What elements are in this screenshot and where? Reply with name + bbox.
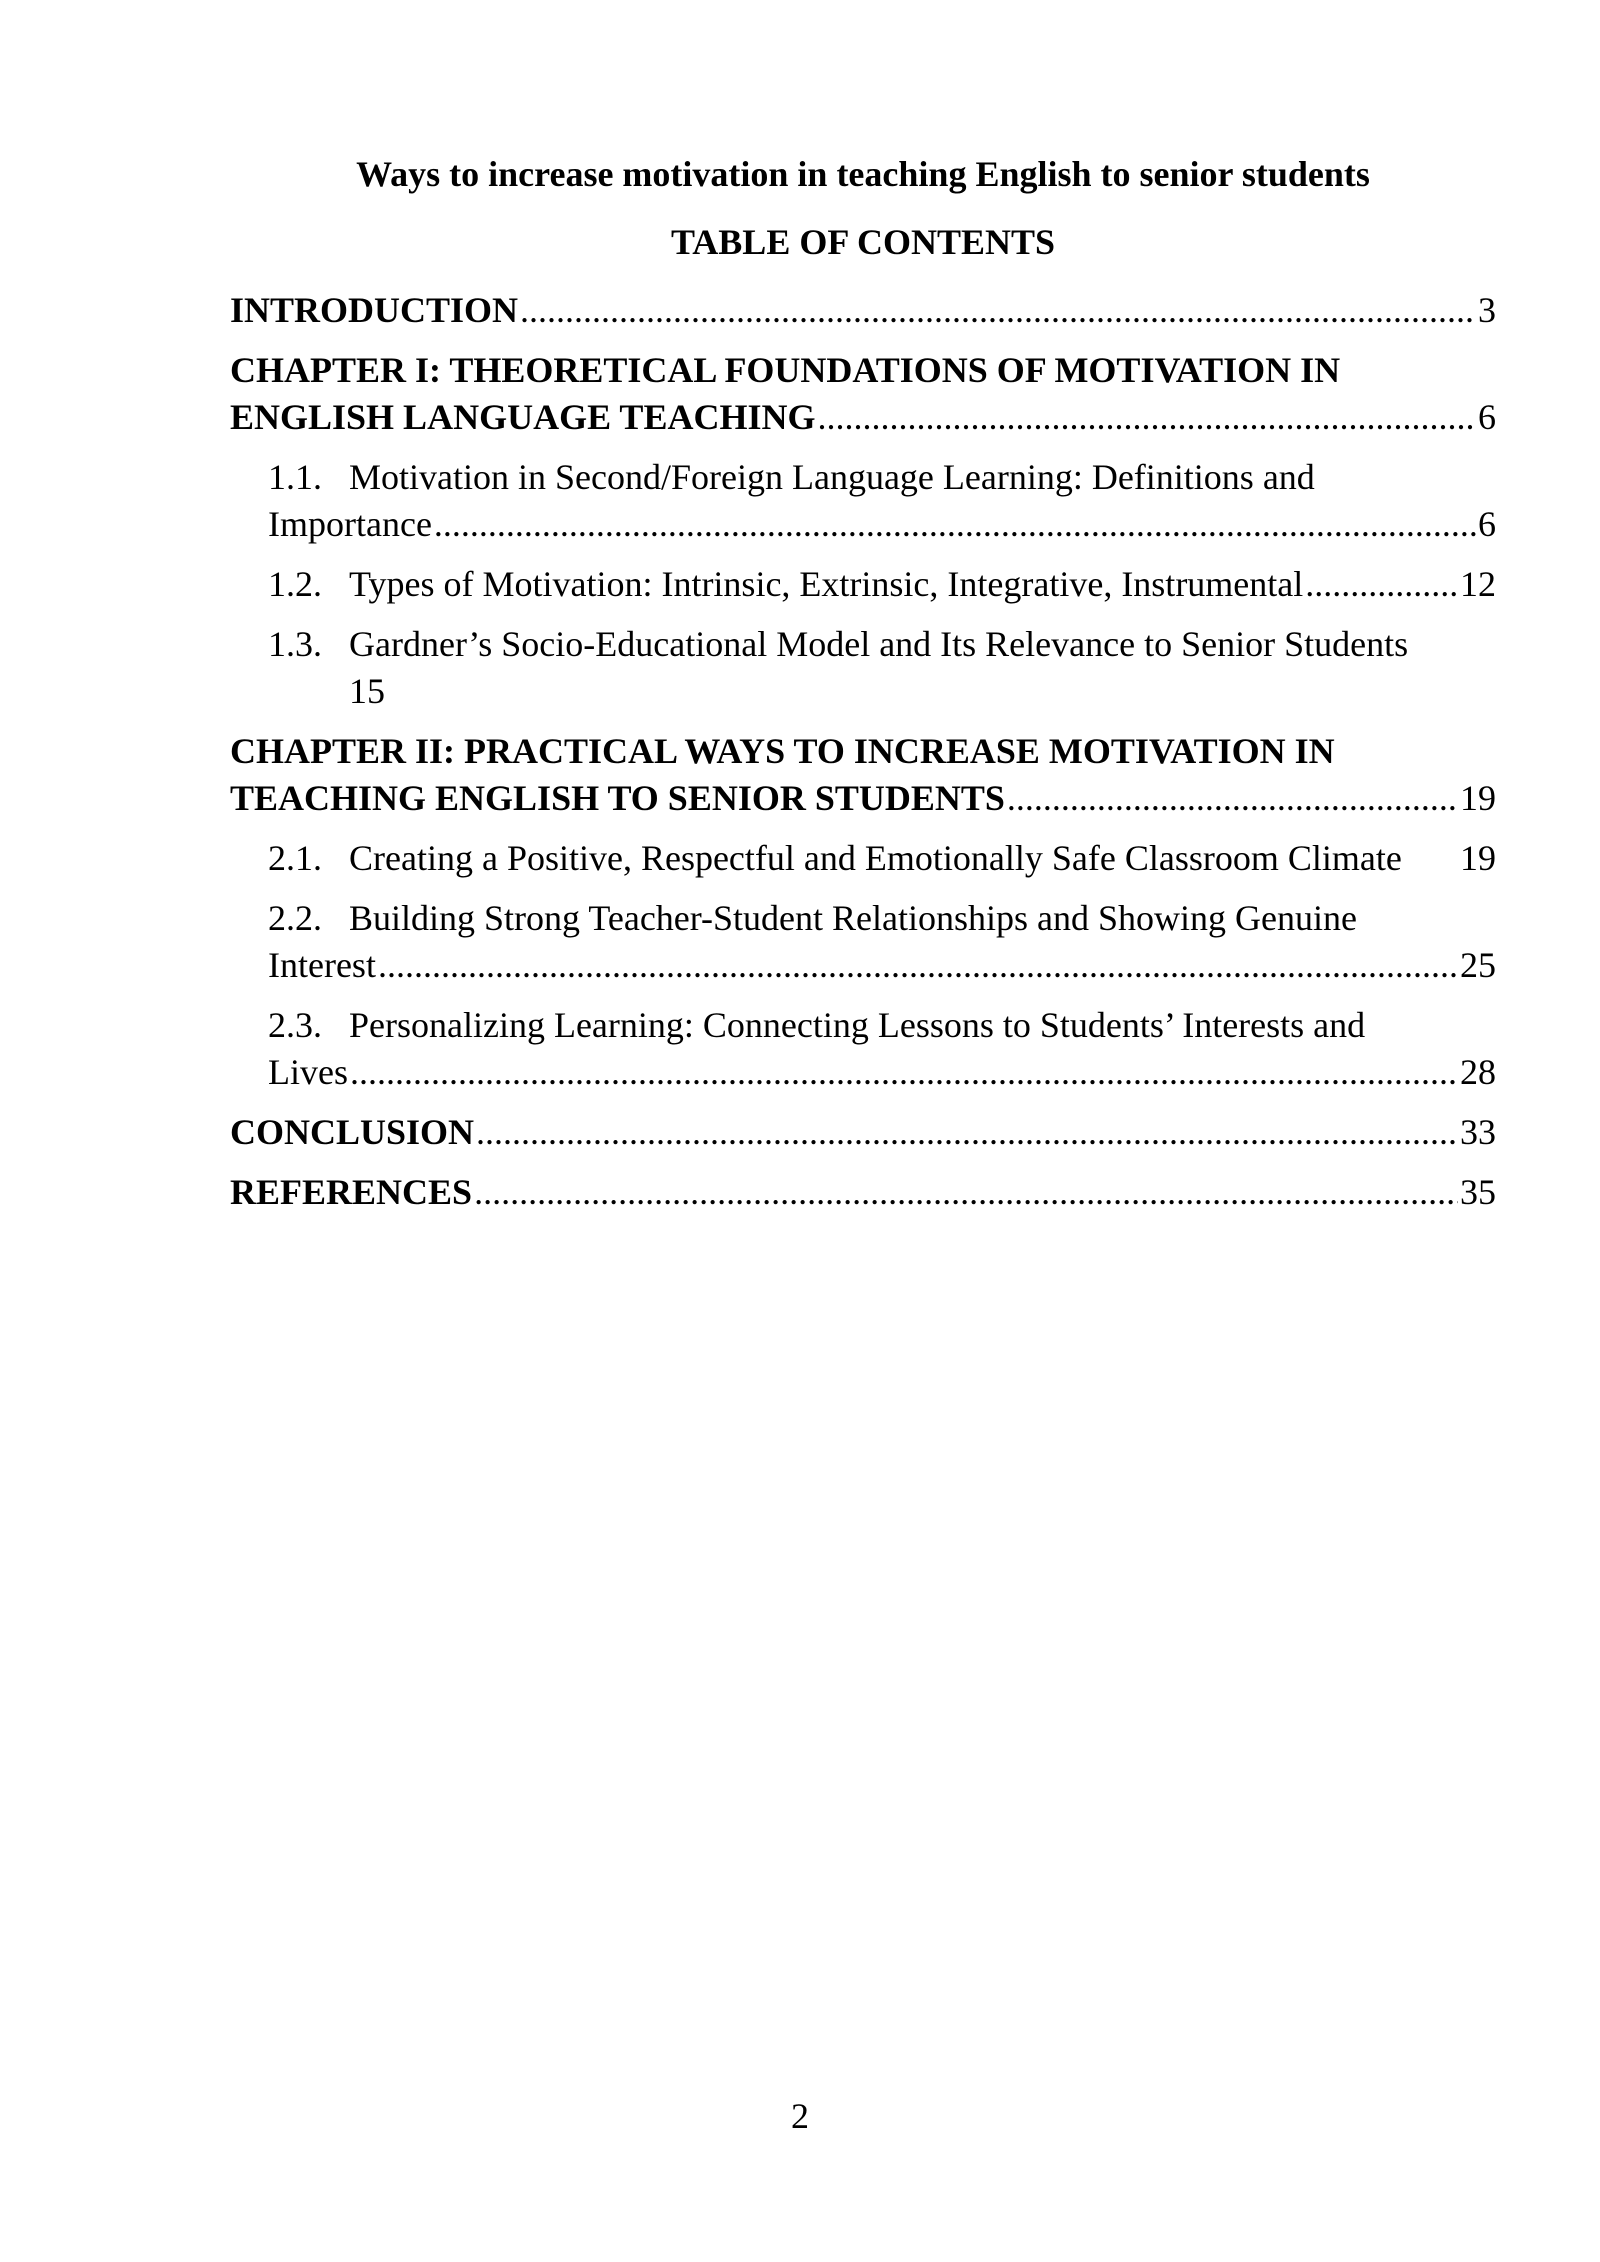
dot-leader — [350, 1049, 1458, 1096]
dot-leader — [476, 1109, 1458, 1156]
toc-entry-label-line-2: ENGLISH LANGUAGE TEACHING — [230, 397, 816, 437]
section-number: 2.3. — [268, 1005, 322, 1045]
toc-page-number: 25 — [1460, 945, 1496, 985]
toc-entry-label: INTRODUCTION — [230, 290, 519, 330]
toc-page-number: 15 — [349, 671, 385, 711]
section-number: 2.1. — [268, 838, 322, 878]
toc-entry-label-line-2: TEACHING ENGLISH TO SENIOR STUDENTS — [230, 778, 1005, 818]
toc-page-number: 12 — [1460, 564, 1496, 604]
section-number: 1.1. — [268, 457, 322, 497]
dot-leader — [1305, 561, 1458, 608]
toc-entry-section-2-2[interactable] — [230, 895, 1496, 989]
dot-leader — [817, 394, 1476, 441]
toc-entry-label: REFERENCES — [230, 1172, 473, 1212]
toc-entry-conclusion[interactable] — [230, 1109, 1496, 1156]
toc-entry-section-1-2[interactable] — [230, 561, 1496, 608]
section-title-line-1: Creating a Positive, Respectful and Emotionally Safe Classroom Climate — [349, 838, 1402, 878]
toc-page-number: 28 — [1460, 1052, 1496, 1092]
toc-page-number: 3 — [1478, 290, 1496, 330]
document-title: Ways to increase motivation in teaching English to senior students — [356, 154, 1370, 194]
section-title-line-2: Importance — [268, 504, 432, 544]
toc-entry-references[interactable] — [230, 1169, 1496, 1216]
toc-entry-section-1-1[interactable] — [230, 454, 1496, 548]
dot-leader — [474, 1169, 1458, 1216]
toc-entry-label: CONCLUSION — [230, 1112, 475, 1152]
toc-page-number: 33 — [1460, 1112, 1496, 1152]
section-title-line-2: Lives — [268, 1052, 348, 1092]
section-number: 1.3. — [268, 624, 322, 664]
dot-leader — [434, 501, 1476, 548]
dot-leader — [378, 942, 1458, 989]
section-title-line-1: Gardner’s Socio-Educational Model and Its Relevance to Senior Students — [349, 624, 1409, 664]
toc-page-number: 19 — [1460, 838, 1496, 878]
toc-heading: TABLE OF CONTENTS — [670, 222, 1056, 262]
section-title-line-1: Motivation in Second/Foreign Language Learning: Definitions and — [349, 457, 1315, 497]
table-of-contents — [230, 287, 1496, 1229]
toc-entry-chapter-1[interactable] — [230, 347, 1496, 441]
section-title-line-1: Building Strong Teacher-Student Relationships and Showing Genuine — [349, 898, 1357, 938]
toc-entry-label-line-1: CHAPTER II: PRACTICAL WAYS TO INCREASE MOTIVATION IN — [230, 731, 1335, 771]
section-number: 2.2. — [268, 898, 322, 938]
section-title-line-1: Personalizing Learning: Connecting Lessons to Students’ Interests and — [349, 1005, 1366, 1045]
section-title-line-2: Interest — [268, 945, 376, 985]
toc-entry-label-line-1: CHAPTER I: THEORETICAL FOUNDATIONS OF MOTIVATION IN — [230, 350, 1341, 390]
toc-page-number: 6 — [1478, 504, 1496, 544]
toc-entry-section-1-3[interactable] — [230, 621, 1496, 715]
section-title-line-1: Types of Motivation: Intrinsic, Extrinsic, Integrative, Instrumental — [349, 564, 1304, 604]
toc-entry-introduction[interactable] — [230, 287, 1496, 334]
page-number: 2 — [791, 2096, 809, 2136]
dot-leader — [520, 287, 1476, 334]
toc-entry-section-2-3[interactable] — [230, 1002, 1496, 1096]
toc-entry-section-2-1[interactable] — [230, 835, 1496, 882]
section-number: 1.2. — [268, 564, 322, 604]
toc-page-number: 19 — [1460, 778, 1496, 818]
toc-page-number: 6 — [1478, 397, 1496, 437]
dot-leader — [1007, 775, 1458, 822]
toc-page-number: 35 — [1460, 1172, 1496, 1212]
toc-entry-chapter-2[interactable] — [230, 728, 1496, 822]
